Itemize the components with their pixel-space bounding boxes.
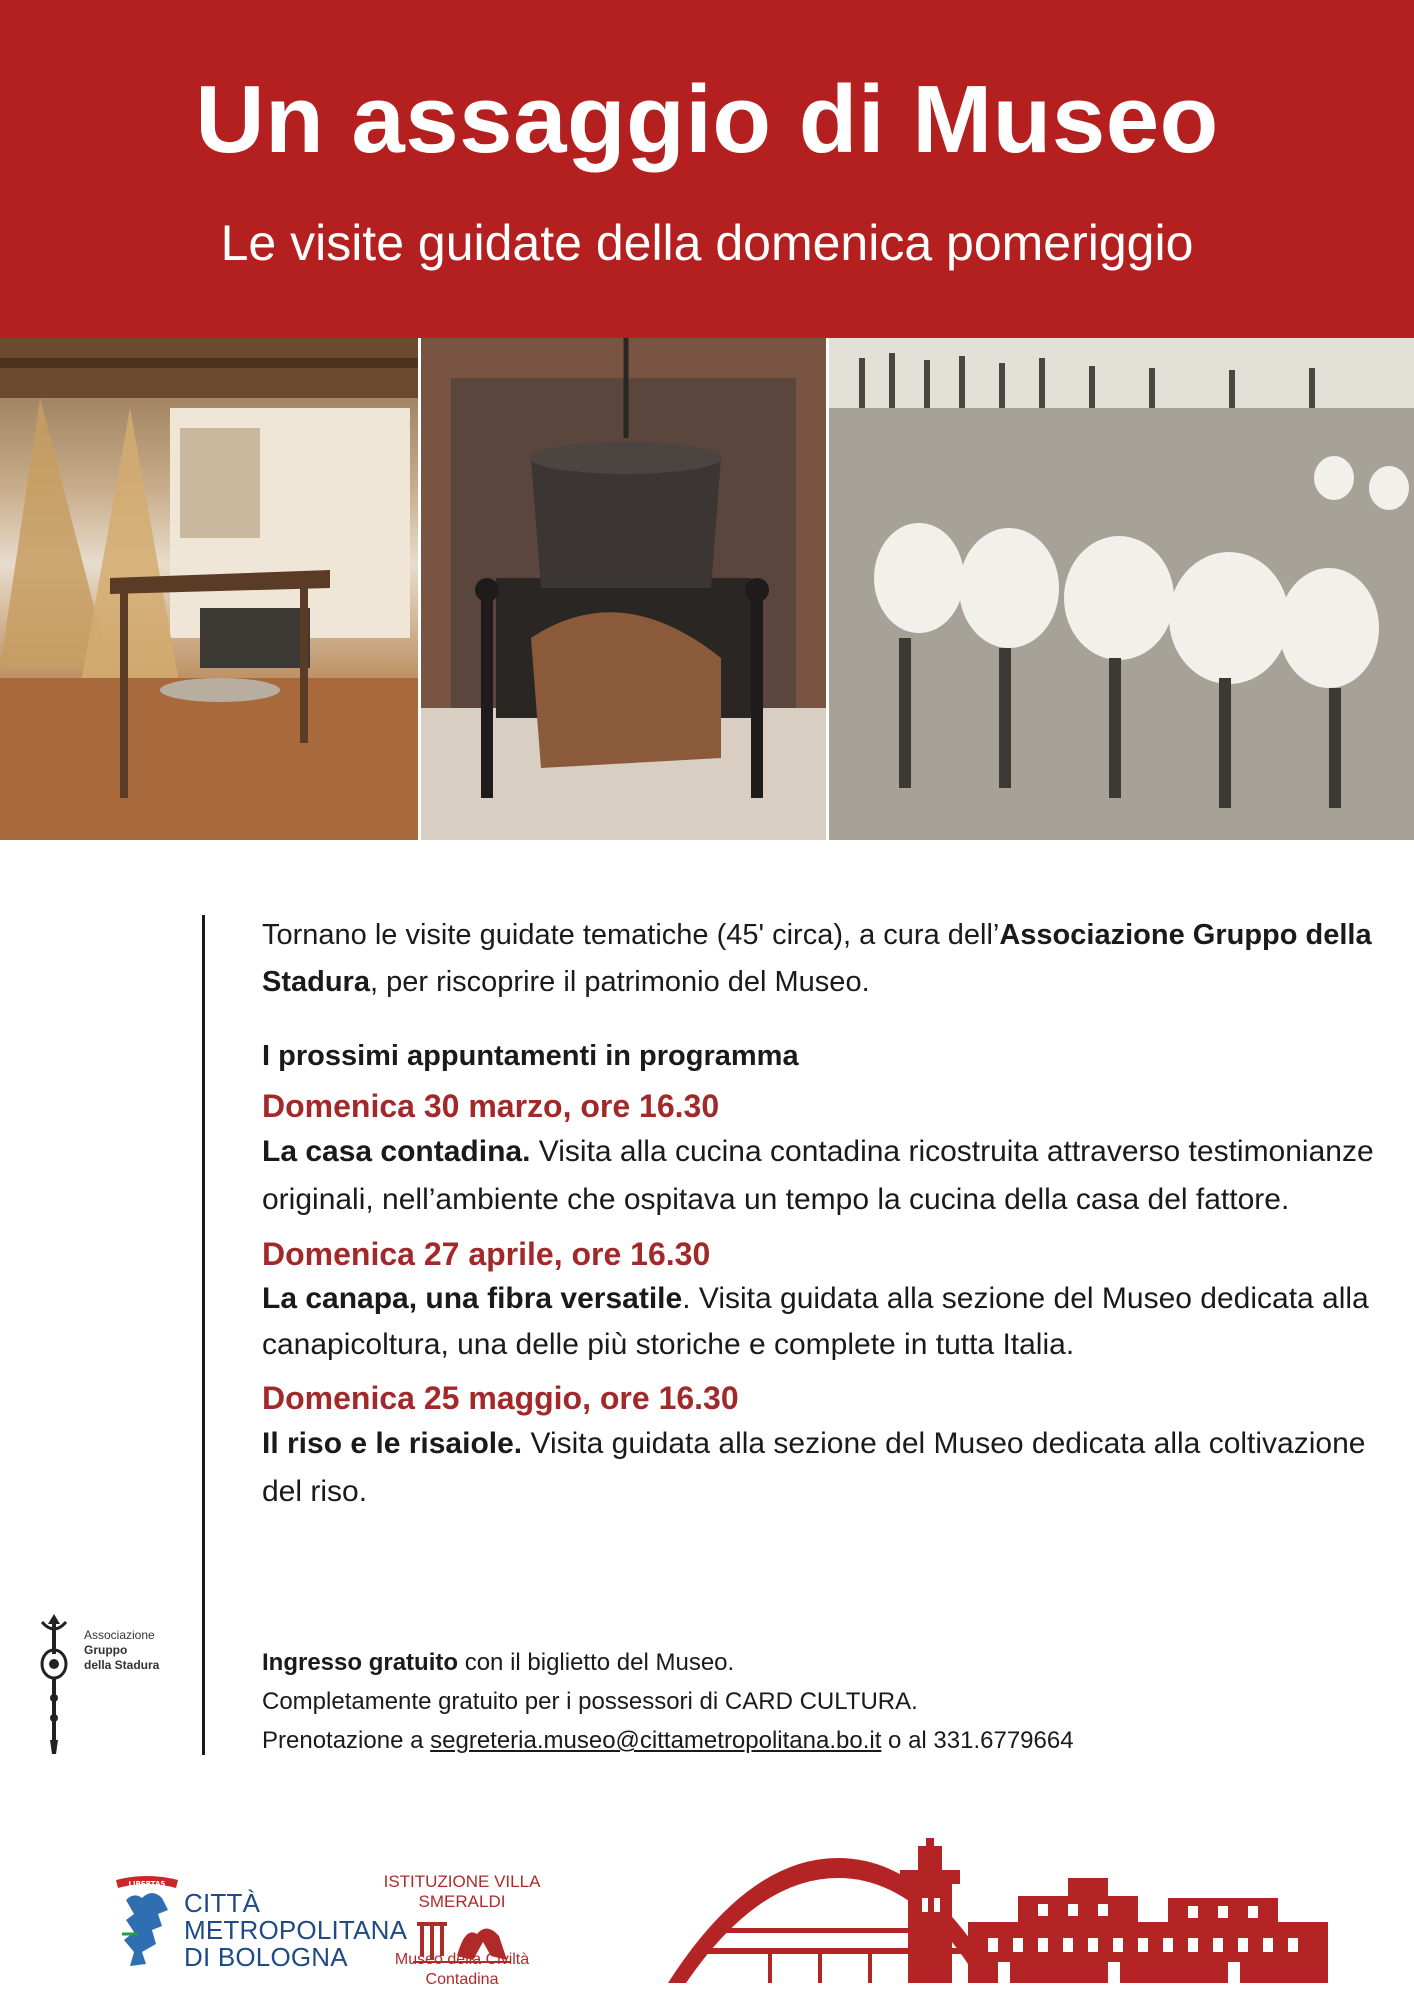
header-banner [0, 0, 1414, 338]
event-item [262, 1376, 1392, 1516]
event-description: La casa contadina. Visita alla cucina contadina ricostruita attraverso testimonianze originali, nell’ambiente che ospitava un tempo la cucina della casa del fattore. [262, 1135, 1374, 1216]
event-date: Domenica 27 aprile, ore 16.30 [262, 1236, 711, 1272]
program-title: I prossimi appuntamenti in programma [262, 1040, 799, 1072]
stadura-logo-text: Associazione Gruppo della Stadura [84, 1628, 160, 1672]
citta-metropolitana-text: CITTÀ METROPOLITANA DI BOLOGNA [184, 1888, 408, 1972]
event-description: La canapa, una fibra versatile. Visita guidata alla sezione del Museo dedicata alla canapicoltura, una delle più storiche e complete in tutta Italia. [262, 1282, 1369, 1361]
event-date: Domenica 30 marzo, ore 16.30 [262, 1088, 720, 1124]
intro-paragraph: Tornano le visite guidate tematiche (45' circa), a cura dell’Associazione Gruppo della Stadura, per riscoprire il patrimonio del Museo. [262, 919, 1372, 998]
booking-email-link[interactable]: segreteria.museo@cittametropolitana.bo.it [430, 1727, 882, 1754]
villa-smeraldi-logo [358, 1872, 566, 1988]
event-item [262, 1232, 1392, 1368]
fireplace-cauldron-photo [421, 338, 826, 840]
photo-strip [0, 338, 1414, 840]
page-subtitle: Le visite guidate della domenica pomeriggio [220, 215, 1194, 271]
villa-smeraldi-title: ISTITUZIONE VILLA SMERALDI [383, 1872, 541, 1911]
logo-ribbon-text: LIBERTAS [128, 1880, 166, 1888]
museum-skyline-icon [668, 1838, 1328, 1983]
event-date: Domenica 25 maggio, ore 16.30 [262, 1380, 739, 1416]
main-content [262, 912, 1392, 1516]
stadura-scale-icon [34, 1608, 74, 1758]
event-item [262, 1084, 1392, 1224]
card-info: Completamente gratuito per i possessori di CARD CULTURA. [262, 1688, 918, 1715]
page-title: Un assaggio di Museo [195, 66, 1219, 173]
lion-emblem-icon [112, 1874, 182, 1970]
rice-workers-historic-photo [829, 338, 1414, 840]
event-name: La canapa, una fibra versatile [262, 1282, 683, 1315]
vertical-divider [202, 915, 205, 1755]
event-name: La casa contadina. [262, 1135, 531, 1168]
info-block [262, 1643, 1392, 1760]
museum-hemp-room-photo [0, 338, 418, 840]
association-name: Associazione Gruppo della Stadura [262, 919, 1372, 998]
villa-smeraldi-subtitle: Museo della Civiltà Contadina [394, 1951, 530, 1988]
event-name: Il riso e le risaiole. [262, 1427, 523, 1460]
citta-metropolitana-logo [112, 1874, 408, 1972]
entry-info: Ingresso gratuito con il biglietto del Museo. [262, 1649, 735, 1676]
booking-info: Prenotazione a segreteria.museo@cittametropolitana.bo.it o al 331.6779664 [262, 1727, 1074, 1754]
stadura-logo [34, 1608, 194, 1758]
event-description: Il riso e le risaiole. Visita guidata alla sezione del Museo dedicata alla coltivazione del riso. [262, 1427, 1366, 1508]
